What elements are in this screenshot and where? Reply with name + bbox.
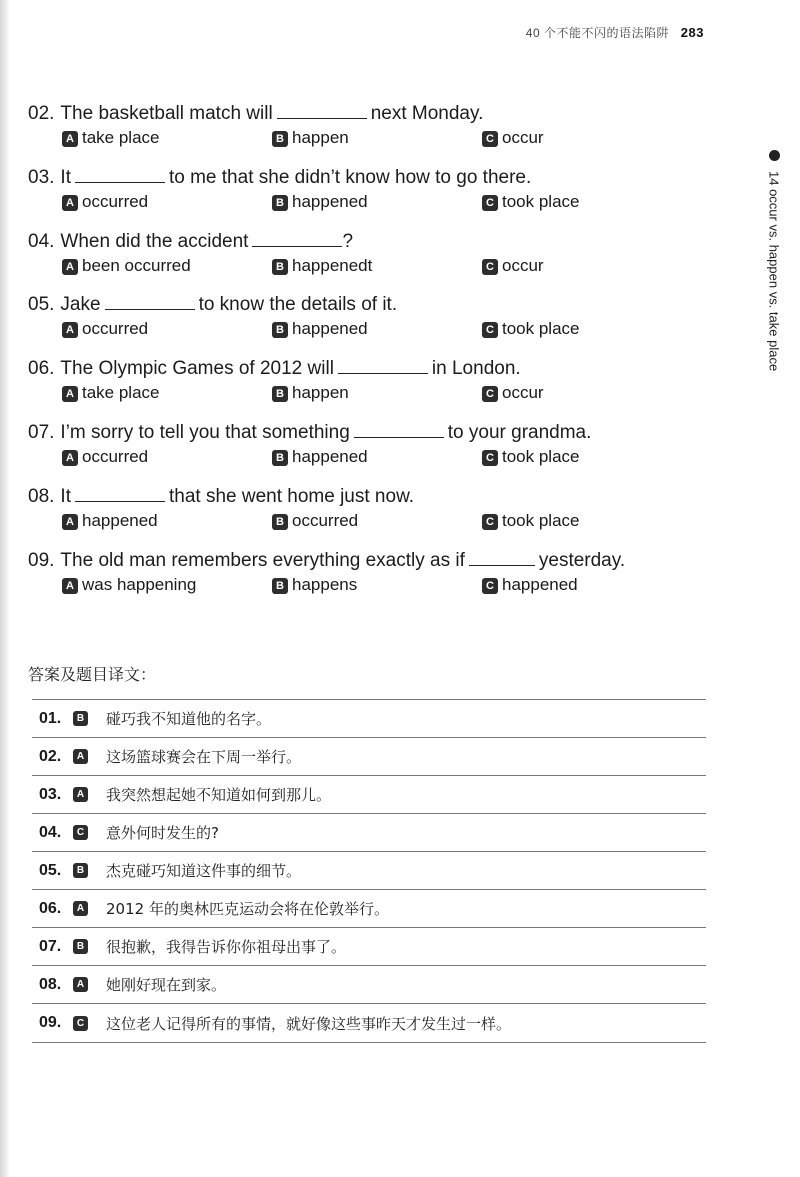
option-text: happens <box>292 574 358 594</box>
question-text-after: to your grandma. <box>447 422 592 443</box>
answer-translation: 意外何时发生的? <box>106 824 219 842</box>
answer-row <box>32 775 706 813</box>
question-item <box>28 547 728 597</box>
answer-number: 02. <box>39 747 62 765</box>
question-number: 04. <box>28 230 55 252</box>
question-stem <box>28 419 728 445</box>
answer-letter-badge: B <box>73 939 88 954</box>
option-letter-badge: C <box>482 195 498 211</box>
answer-translation: 这位老人记得所有的事情，就好像这些事昨天才发生过一样。 <box>106 1014 512 1033</box>
option-a <box>62 509 158 533</box>
answer-translation: 杰克碰巧知道这件事的细节。 <box>106 862 302 880</box>
option-row <box>62 190 728 214</box>
answer-number: 08. <box>39 975 62 993</box>
option-text: took place <box>502 510 580 530</box>
question-text-before: The old man remembers everything exactly as if <box>60 549 465 571</box>
answer-blank <box>469 547 535 566</box>
option-letter-badge: B <box>272 195 288 211</box>
option-a <box>62 190 148 214</box>
question-item <box>28 291 728 341</box>
question-text-after: that she went home just now. <box>168 485 415 507</box>
option-b <box>272 445 368 469</box>
option-b <box>272 317 368 341</box>
question-text-before: Jake <box>60 294 101 316</box>
answer-blank <box>354 419 444 438</box>
answer-number: 09. <box>39 1014 62 1031</box>
question-number: 09. <box>28 549 55 571</box>
answer-row <box>32 927 706 965</box>
book-title: 40 个不能不闪的语法陷阱 <box>525 26 669 40</box>
option-text: take place <box>82 128 160 147</box>
answer-letter-badge: A <box>73 787 88 802</box>
question-stem <box>28 291 728 317</box>
option-b <box>272 509 358 533</box>
option-text: occurred <box>82 319 149 339</box>
option-letter-badge: C <box>482 322 498 338</box>
option-text: took place <box>502 447 580 466</box>
option-text: occurred <box>82 447 149 466</box>
option-c <box>482 190 580 214</box>
answer-letter-badge: C <box>73 1016 88 1031</box>
page-edge-shadow <box>0 0 10 1177</box>
option-text: happened <box>292 191 368 211</box>
option-text: occur <box>502 383 544 403</box>
option-text: took place <box>502 191 580 211</box>
answer-row <box>32 737 706 775</box>
option-c <box>482 317 580 341</box>
answer-blank <box>252 228 342 247</box>
option-letter-badge: A <box>62 450 78 466</box>
option-c <box>482 573 578 597</box>
option-text: happened <box>292 319 368 339</box>
option-letter-badge: A <box>62 259 78 275</box>
option-text: happen <box>292 128 349 147</box>
question-number: 07. <box>28 422 55 443</box>
question-number: 03. <box>28 166 55 188</box>
answer-blank <box>277 100 367 119</box>
question-item <box>28 100 728 150</box>
answer-row <box>32 889 706 927</box>
option-text: happened <box>502 574 578 594</box>
answer-number: 01. <box>39 709 62 727</box>
answer-translation: 很抱歉，我得告诉你你祖母出事了。 <box>106 938 347 956</box>
question-stem <box>28 164 728 190</box>
option-a <box>62 126 160 150</box>
option-row <box>62 254 728 278</box>
option-a <box>62 254 191 278</box>
option-text: took place <box>502 319 580 339</box>
option-text: take place <box>82 383 160 403</box>
question-number: 08. <box>28 485 55 507</box>
option-letter-badge: A <box>62 386 78 402</box>
question-text-after: next Monday. <box>370 103 484 124</box>
question-number: 02. <box>28 103 55 124</box>
answer-letter-badge: B <box>73 711 88 726</box>
question-stem <box>28 355 728 381</box>
answers-heading: 答案及题目译文： <box>28 667 157 684</box>
option-letter-badge: B <box>272 259 288 275</box>
question-item <box>28 228 728 278</box>
option-letter-badge: C <box>482 450 498 466</box>
option-b <box>272 573 357 597</box>
answer-letter-badge: A <box>73 901 88 916</box>
answer-number: 07. <box>39 937 62 955</box>
option-b <box>272 190 368 214</box>
answer-translation: 碰巧我不知道他的名字。 <box>106 710 272 728</box>
option-letter-badge: B <box>272 322 288 338</box>
option-text: happen <box>292 383 349 403</box>
question-text-after: to know the details of it. <box>198 294 398 316</box>
option-letter-badge: B <box>272 578 288 594</box>
page-number: 283 <box>680 25 704 40</box>
option-text: occurred <box>82 191 149 211</box>
option-letter-badge: C <box>482 514 498 530</box>
answer-letter-badge: C <box>73 825 88 840</box>
question-stem <box>28 483 728 509</box>
option-row <box>62 445 728 469</box>
option-row <box>62 573 728 597</box>
question-number: 06. <box>28 358 55 380</box>
question-stem <box>28 100 728 126</box>
answer-letter-badge: A <box>73 749 88 764</box>
question-text-before: The Olympic Games of 2012 will <box>60 358 334 380</box>
answer-translation: 2012 年的奥林匹克运动会将在伦敦举行。 <box>106 900 389 918</box>
option-letter-badge: A <box>62 514 78 530</box>
option-row <box>62 317 728 341</box>
question-text-after: to me that she didn’t know how to go there. <box>168 166 532 188</box>
answer-row <box>32 813 706 851</box>
option-b <box>272 126 349 150</box>
option-c <box>482 509 580 533</box>
answer-number: 06. <box>39 899 62 917</box>
question-item <box>28 483 728 533</box>
answer-row <box>32 851 706 889</box>
answer-blank <box>338 355 428 374</box>
option-row <box>62 509 728 533</box>
question-text-after: ? <box>342 230 354 252</box>
option-letter-badge: C <box>482 578 498 594</box>
option-text: occur <box>502 255 544 275</box>
answer-number: 03. <box>39 785 62 803</box>
option-letter-badge: B <box>272 514 288 530</box>
option-text: occur <box>502 128 544 147</box>
question-stem <box>28 228 728 254</box>
question-text-before: I’m sorry to tell you that something <box>60 422 350 443</box>
answer-table <box>32 699 706 1043</box>
option-text: occurred <box>292 510 359 530</box>
option-a <box>62 381 160 405</box>
option-text: happened <box>292 447 368 466</box>
question-stem <box>28 547 728 573</box>
answer-number: 04. <box>39 823 62 841</box>
option-letter-badge: A <box>62 131 78 147</box>
question-text-before: It <box>60 166 71 188</box>
answer-number: 05. <box>39 861 62 879</box>
option-c <box>482 381 544 405</box>
question-text-before: The basketball match will <box>60 103 273 124</box>
answer-letter-badge: A <box>73 977 88 992</box>
answer-row <box>32 699 706 737</box>
answer-translation: 这场篮球赛会在下周一举行。 <box>106 748 302 766</box>
question-text-after: in London. <box>431 358 521 380</box>
answer-row <box>32 1003 706 1043</box>
question-item <box>28 355 728 405</box>
answer-translation: 我突然想起她不知道如何到那儿。 <box>106 786 332 804</box>
option-letter-badge: B <box>272 386 288 402</box>
option-letter-badge: C <box>482 131 498 147</box>
page-header <box>526 24 704 41</box>
option-c <box>482 445 580 469</box>
question-number: 05. <box>28 294 55 316</box>
answer-row <box>32 965 706 1003</box>
option-letter-badge: A <box>62 322 78 338</box>
option-a <box>62 445 148 469</box>
question-text-before: When did the accident <box>60 230 249 252</box>
option-letter-badge: C <box>482 386 498 402</box>
option-c <box>482 254 544 278</box>
option-letter-badge: C <box>482 259 498 275</box>
option-row <box>62 126 728 150</box>
option-b <box>272 381 349 405</box>
answer-letter-badge: B <box>73 863 88 878</box>
answer-blank <box>75 164 165 183</box>
answer-blank <box>105 291 195 310</box>
question-text-before: It <box>60 485 71 507</box>
option-text: was happening <box>82 574 197 594</box>
answer-blank <box>75 483 165 502</box>
chapter-label: 14 occur vs. happen vs. take place <box>766 171 782 372</box>
option-letter-badge: B <box>272 131 288 147</box>
option-letter-badge: A <box>62 195 78 211</box>
question-text-after: yesterday. <box>538 549 626 571</box>
option-letter-badge: A <box>62 578 78 594</box>
option-letter-badge: B <box>272 450 288 466</box>
answer-translation: 她刚好现在到家。 <box>106 976 227 994</box>
bullet-dot-icon <box>769 150 780 161</box>
question-item <box>28 419 728 469</box>
chapter-side-tab <box>764 150 784 371</box>
question-item <box>28 164 728 214</box>
option-row <box>62 381 728 405</box>
option-text: happenedt <box>292 255 373 275</box>
option-c <box>482 126 544 150</box>
option-text: happened <box>82 510 158 530</box>
option-a <box>62 573 196 597</box>
option-a <box>62 317 148 341</box>
option-b <box>272 254 372 278</box>
option-text: been occurred <box>82 255 191 275</box>
